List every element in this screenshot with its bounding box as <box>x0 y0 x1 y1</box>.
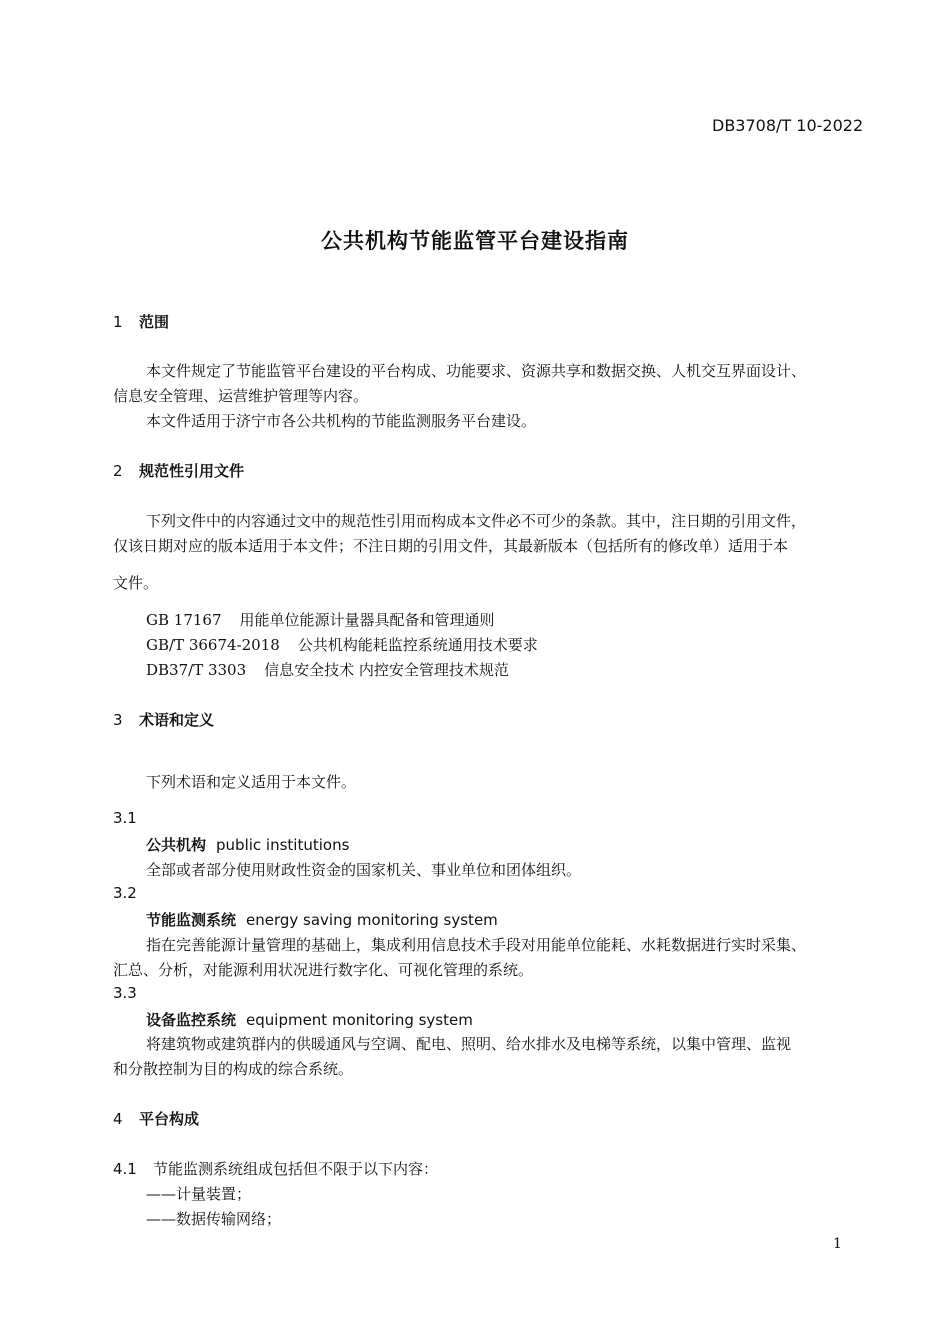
term-name <box>146 909 498 930</box>
section-number: 4 <box>113 1110 123 1128</box>
reference-code: GB 17167 <box>146 611 222 629</box>
term-name-cn: 节能监测系统 <box>146 911 237 929</box>
reference-title: 用能单位能源计量器具配备和管理通则 <box>239 611 495 629</box>
paragraph-line: 文件。 <box>113 574 159 592</box>
reference-item <box>146 659 509 680</box>
reference-code: GB/T 36674-2018 <box>146 636 280 654</box>
term-name-cn: 设备监控系统 <box>146 1011 237 1029</box>
term-name-en: public institutions <box>216 836 350 854</box>
clause-4-1 <box>113 1158 438 1179</box>
reference-item <box>146 634 538 655</box>
paragraph-line: 下列文件中的内容通过文中的规范性引用而构成本文件必不可少的条款。其中，注日期的引用文件， <box>146 512 807 530</box>
paragraph-line: 本文件规定了节能监管平台建设的平台构成、功能要求、资源共享和数据交换、人机交互界面设计、 <box>146 362 807 380</box>
list-item: ——数据传输网络； <box>146 1210 282 1228</box>
term-name <box>146 1009 473 1030</box>
section-2-heading <box>113 460 244 481</box>
section-title: 术语和定义 <box>139 711 215 729</box>
term-definition: 将建筑物或建筑群内的供暖通风与空调、配电、照明、给水排水及电梯等系统，以集中管理、监视 <box>146 1035 792 1053</box>
term-definition: 汇总、分析，对能源利用状况进行数字化、可视化管理的系统。 <box>113 961 534 979</box>
clause-text: 节能监测系统组成包括但不限于以下内容： <box>153 1160 439 1178</box>
term-number: 3.2 <box>113 884 137 902</box>
term-number: 3.1 <box>113 809 137 827</box>
section-title: 规范性引用文件 <box>139 462 245 480</box>
term-name-en: energy saving monitoring system <box>246 911 498 929</box>
document-title: 公共机构节能监管平台建设指南 <box>321 229 629 253</box>
section-number: 1 <box>113 313 123 331</box>
page-number: 1 <box>833 1236 842 1252</box>
term-name <box>146 834 349 855</box>
paragraph-line: 下列术语和定义适用于本文件。 <box>146 773 357 791</box>
term-definition: 指在完善能源计量管理的基础上，集成利用信息技术手段对用能单位能耗、水耗数据进行实时采集、 <box>146 936 807 954</box>
list-item: ——计量装置； <box>146 1185 252 1203</box>
term-definition: 和分散控制为目的构成的综合系统。 <box>113 1060 354 1078</box>
section-title: 范围 <box>139 313 170 331</box>
reference-title: 公共机构能耗监控系统通用技术要求 <box>297 636 538 654</box>
reference-title: 信息安全技术 内控安全管理技术规范 <box>264 661 509 679</box>
paragraph-line: 信息安全管理、运营维护管理等内容。 <box>113 387 369 405</box>
section-number: 3 <box>113 711 123 729</box>
section-title: 平台构成 <box>139 1110 200 1128</box>
clause-number: 4.1 <box>113 1160 137 1178</box>
reference-item <box>146 609 495 630</box>
term-number: 3.3 <box>113 984 137 1002</box>
term-definition: 全部或者部分使用财政性资金的国家机关、事业单位和团体组织。 <box>146 861 582 879</box>
section-4-heading <box>113 1108 199 1129</box>
section-number: 2 <box>113 462 123 480</box>
reference-code: DB37/T 3303 <box>146 661 247 679</box>
section-3-heading <box>113 709 214 730</box>
paragraph-line: 本文件适用于济宁市各公共机构的节能监测服务平台建设。 <box>146 412 537 430</box>
term-name-en: equipment monitoring system <box>246 1011 473 1029</box>
paragraph-line: 仅该日期对应的版本适用于本文件；不注日期的引用文件，其最新版本（包括所有的修改单）适用于本 <box>113 537 789 555</box>
section-1-heading <box>113 311 169 332</box>
standard-number: DB3708/T 10-2022 <box>712 116 864 135</box>
term-name-cn: 公共机构 <box>146 836 207 854</box>
